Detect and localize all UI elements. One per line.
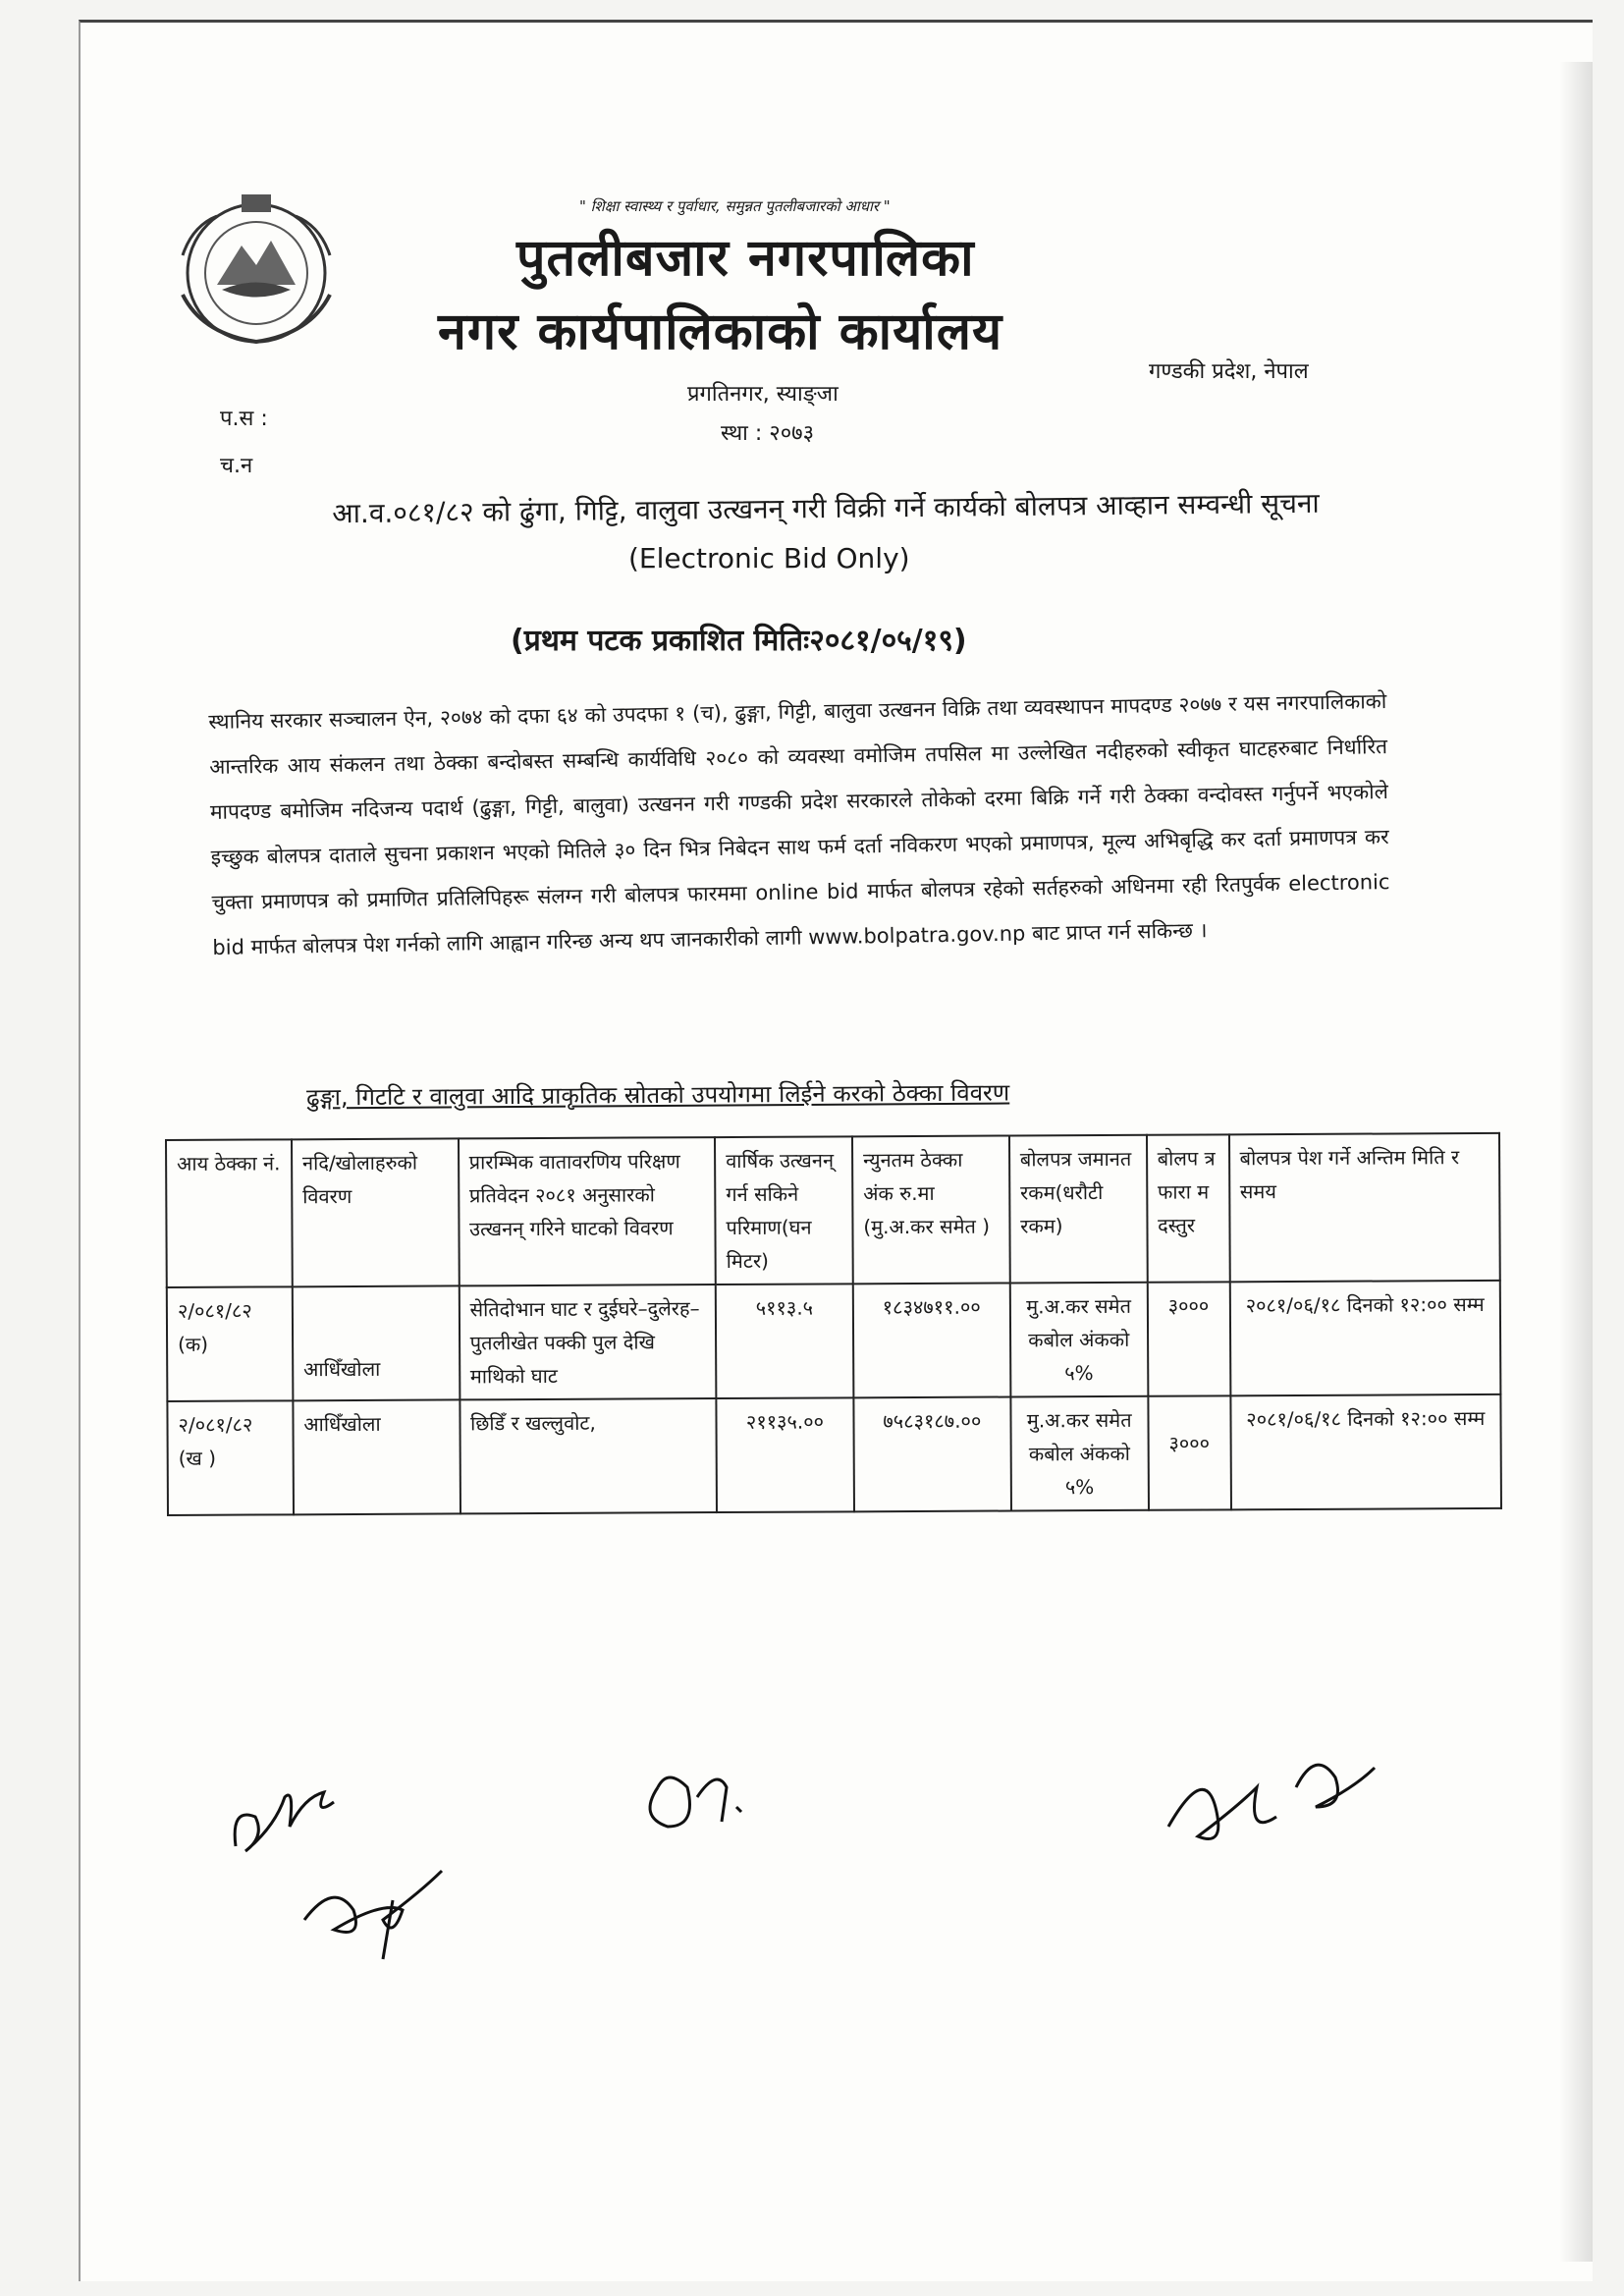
publication-date: (प्रथम पटक प्रकाशित मितिः२०८१/०५/१९) [511, 624, 967, 658]
motto-text: " शिक्षा स्वास्थ्य र पुर्वाधार, समुन्नत पुतलीबजारको आधार " [579, 197, 891, 215]
cell-contract-no: २/०८१/८२ (क) [167, 1286, 293, 1401]
cell-form-fee: ३००० [1147, 1282, 1230, 1395]
dispatch-number-label: च.न [220, 454, 253, 478]
header-river: नदि/खोलाहरुको विवरण [292, 1138, 460, 1286]
cell-deadline: २०८१/०६/१८ दिनको १२:०० सम्म [1229, 1281, 1500, 1395]
electronic-bid-note: (Electronic Bid Only) [628, 542, 910, 574]
cell-quantity: ५११३.५ [716, 1284, 853, 1398]
header-deadline: बोलपत्र पेश गर्ने अन्तिम मिति र समय [1229, 1133, 1500, 1282]
address-text: प्रगतिनगर, स्याङ्जा [687, 382, 839, 407]
established-text: स्था : २०७३ [721, 421, 815, 446]
cell-contract-no: २/०८१/८२ (ख ) [167, 1400, 293, 1515]
table-title: ढुङ्गा, गिटटि र वालुवा आदि प्राकृतिक स्रोतको उपयोगमा लिईने करको ठेक्का विवरण [305, 1078, 1010, 1112]
municipality-title: पुतलीबजार नगरपालिका [516, 229, 975, 288]
header-ghat: प्रारम्भिक वातावरणिय परिक्षण प्रतिवेदन २०८१ अनुसारको उत्खनन् गरिने घाटको विवरण [459, 1137, 716, 1285]
province-text: गण्डकी प्रदेश, नेपाल [1149, 359, 1309, 384]
cell-deposit: मु.अ.कर समेत कबोल अंकको ५% [1010, 1283, 1148, 1397]
cell-river: आधिँखोला [293, 1399, 460, 1514]
nepal-emblem-logo [163, 187, 350, 354]
letter-number-label: प.स : [220, 407, 268, 431]
cell-ghat: सेतिदोभान घाट र दुईघरे–दुलेरह–पुतलीखेत पक्की पुल देखि माथिको घाट [459, 1285, 716, 1399]
table-row [167, 1394, 1501, 1515]
signature-4 [1149, 1728, 1384, 1880]
signature-2 [295, 1861, 452, 1973]
header-deposit: बोलपत्र जमानत रकम(धरौटी रकम) [1009, 1135, 1148, 1284]
signature-3 [628, 1728, 766, 1850]
scan-edge-shadow [1559, 62, 1593, 2262]
cell-min-amount: ७५८३१८७.०० [853, 1396, 1010, 1511]
cell-form-fee: ३००० [1148, 1395, 1231, 1509]
table-row [167, 1281, 1501, 1401]
notice-subject: आ.व.०८१/८२ को ढुंगा, गिट्टि, वालुवा उत्खनन् गरी विक्री गर्ने कार्यको बोलपत्र आव्हान सम्वन्धी सूचना [332, 486, 1320, 530]
cell-min-amount: १८३४७११.०० [853, 1283, 1010, 1397]
table-header-row [166, 1133, 1500, 1287]
cell-river: आधिँखोला [293, 1285, 460, 1400]
cell-ghat: छिडिँ र खल्लुवोट, [460, 1398, 717, 1513]
cell-quantity: २११३५.०० [716, 1397, 853, 1512]
header-min-amount: न्युनतम ठेक्का अंक रु.मा (मु.अ.कर समेत ) [852, 1135, 1010, 1284]
bid-details-table [165, 1132, 1502, 1516]
header-quantity: वार्षिक उत्खनन् गर्न सकिने परिमाण(घन मिटर) [715, 1136, 853, 1285]
notice-body: स्थानिय सरकार सञ्चालन ऐन, २०७४ को दफा ६४ को उपदफा १ (च), ढुङ्गा, गिट्टी, बालुवा उत्खनन विक्रि तथा व्यवस्थापन मापदण्ड २०७७ र यस नगरपालिकाको आन्तरिक आय संकलन तथा ठेक्का बन्दोबस्त सम्बन्धि कार्यविधि २०८० को व्यवस्था वमोजिम तपसिल मा उल्लेखित नदीहरुको स्वीकृत घाटहरुबाट निर्धारित मापदण्ड बमोजिम नदिजन्य पदार्थ (ढुङ्गा, गिट्टी, बालुवा) उत्खनन गरी गण्डकी प्रदेश सरकारले तोकेको दरमा बिक्रि गर्ने गरी ठेक्का वन्दोवस्त गर्नुपर्ने भएकोले इच्छुक बोलपत्र दाताले सुचना प्रकाशन भएको मितिले ३० दिन भित्र निबेदन साथ फर्म दर्ता नविकरण भएको प्रमाणपत्र, मूल्य अभिबृद्धि कर दर्ता प्रमाणपत्र कर चुक्ता प्रमाणपत्र को प्रमाणित प्रतिलिपिहरू संलग्न गरी बोलपत्र फारममा online bid मार्फत बोलपत्र रहेको सर्तहरुको अधिनमा रही रितपुर्वक electronic bid मार्फत बोलपत्र पेश गर्नको लागि आह्वान गरिन्छ अन्य थप जानकारीको लागी www.bolpatra.gov.np बाट प्राप्त गर्न सकिन्छ । [208, 689, 1390, 959]
cell-deposit: मु.अ.कर समेत कबोल अंकको ५% [1010, 1396, 1148, 1511]
office-title: नगर कार्यपालिकाको कार्यालय [438, 302, 1003, 361]
cell-deadline: २०८१/०६/१८ दिनको १२:०० सम्म [1230, 1394, 1501, 1509]
header-form-fee: बोलप त्र फारा म दस्तुर [1147, 1134, 1230, 1282]
header-contract-no: आय ठेक्का नं. [166, 1139, 293, 1287]
